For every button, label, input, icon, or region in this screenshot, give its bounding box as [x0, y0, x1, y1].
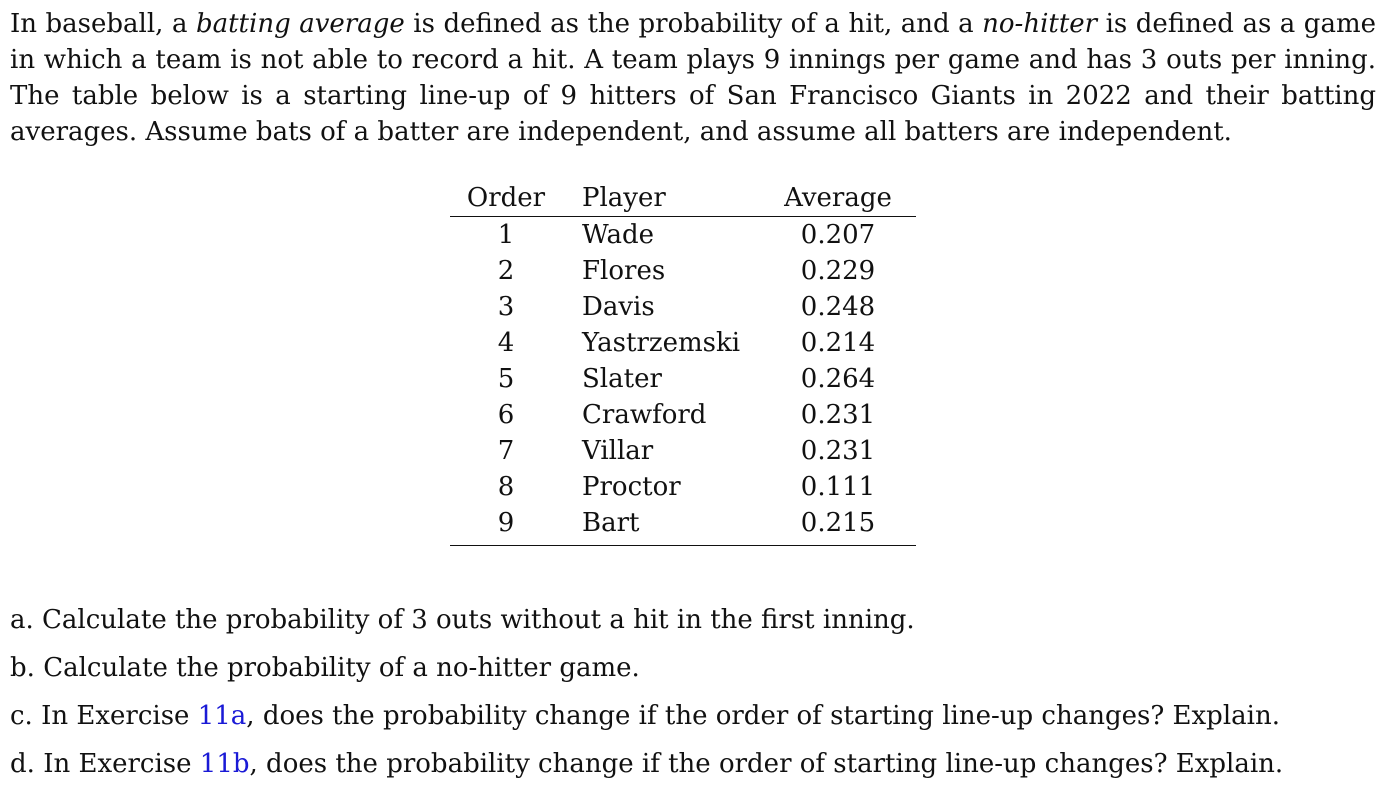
- average-cell: 0.207: [800, 220, 876, 250]
- table-row: [450, 433, 916, 469]
- player-cell: Crawford: [582, 400, 707, 430]
- average-cell: 0.264: [800, 364, 876, 394]
- order-cell: 5: [497, 364, 515, 394]
- intro-text-3: is defined as a game in which a team is not able to record a hit. A team plays 9 innings per game and has 3 outs per inning. The table below is a starting line-up of 9 hitters of San Francisco Giants in 2022 and their batting averages. Assume bats of a batter are independent, and assume all batters are independent.: [10, 9, 1376, 147]
- question-c: [10, 694, 1390, 742]
- table-row: [450, 505, 916, 546]
- table-row: [450, 289, 916, 325]
- player-cell: Bart: [562, 505, 760, 546]
- table-row: [450, 361, 916, 397]
- average-cell: 0.214: [800, 328, 876, 358]
- table-body: [450, 217, 916, 546]
- order-cell: 7: [497, 436, 515, 466]
- average-cell: 0.215: [760, 505, 916, 546]
- term-no-hitter: no-hitter: [982, 9, 1098, 39]
- question-marker: d.: [10, 749, 35, 779]
- order-cell: 1: [497, 220, 515, 250]
- question-b: [10, 646, 1390, 694]
- average-cell: 0.229: [800, 256, 876, 286]
- exercise-11b-link[interactable]: 11b: [199, 749, 250, 779]
- table-row: [450, 325, 916, 361]
- table-row: [450, 253, 916, 289]
- header-average: Average: [784, 183, 892, 213]
- question-text-after: , does the probability change if the order of starting line-up changes? Explain.: [246, 701, 1280, 731]
- table-row: [450, 469, 916, 505]
- order-cell: 8: [497, 472, 515, 502]
- average-cell: 0.248: [800, 292, 876, 322]
- header-player: Player: [582, 183, 666, 213]
- question-text: Calculate the probability of a no-hitter game.: [43, 653, 640, 683]
- question-text-after: , does the probability change if the order of starting line-up changes? Explain.: [249, 749, 1284, 779]
- table-row: [450, 397, 916, 433]
- order-cell: 3: [497, 292, 515, 322]
- table-header: [450, 180, 916, 217]
- average-cell: 0.231: [800, 400, 876, 430]
- intro-text-1: In baseball, a: [10, 9, 196, 39]
- table-row: [450, 217, 916, 254]
- question-d: [10, 742, 1390, 790]
- header-order: Order: [466, 183, 546, 213]
- exercise-11a-link[interactable]: 11a: [197, 701, 247, 731]
- order-cell: 2: [497, 256, 515, 286]
- order-cell: 4: [497, 328, 515, 358]
- question-text: In Exercise: [41, 701, 198, 731]
- order-cell: 6: [497, 400, 515, 430]
- player-cell: Villar: [582, 436, 654, 466]
- player-cell: Proctor: [582, 472, 681, 502]
- term-batting-average: batting average: [195, 9, 405, 39]
- player-cell: Wade: [582, 220, 654, 250]
- player-cell: Flores: [582, 256, 666, 286]
- question-marker: c.: [10, 701, 33, 731]
- question-list: [10, 598, 1390, 790]
- average-cell: 0.111: [800, 472, 876, 502]
- player-cell: Yastrzemski: [582, 328, 741, 358]
- intro-text-2: is defined as the probability of a hit, and a: [404, 9, 983, 39]
- question-text: Calculate the probability of 3 outs without a hit in the first inning.: [42, 605, 915, 635]
- player-cell: Davis: [582, 292, 655, 322]
- header-row: [450, 180, 916, 217]
- average-cell: 0.231: [800, 436, 876, 466]
- intro-paragraph: [10, 6, 1376, 150]
- player-cell: Slater: [582, 364, 662, 394]
- lineup-table: [450, 180, 916, 546]
- question-marker: b.: [10, 653, 35, 683]
- question-text: In Exercise: [43, 749, 200, 779]
- question-marker: a.: [10, 605, 34, 635]
- question-a: [10, 598, 1390, 646]
- order-cell: 9: [450, 505, 562, 546]
